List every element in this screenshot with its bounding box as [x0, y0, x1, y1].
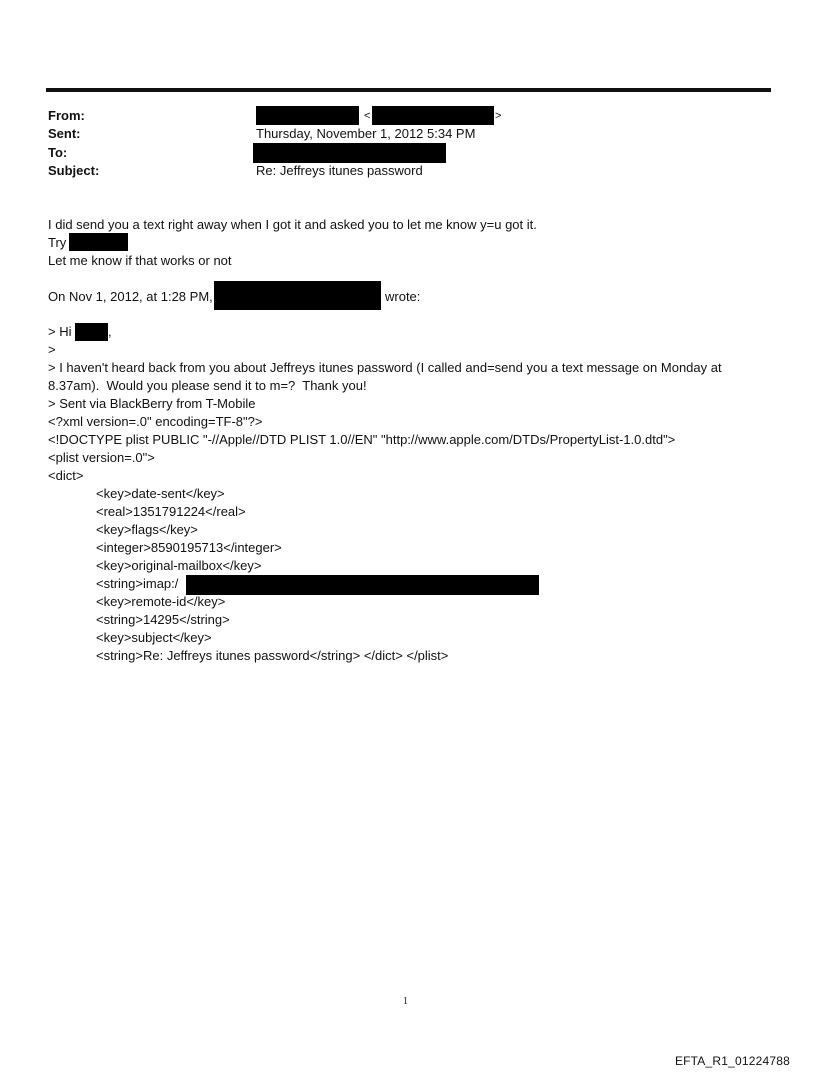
xml-line-6: <real>1351791224</real>: [96, 504, 246, 519]
xml-line-1: <?xml version=.0" encoding=TF-8"?>: [48, 414, 263, 429]
to-label: To:: [48, 145, 68, 160]
quote-intro: On Nov 1, 2012, at 1:28 PM,: [48, 289, 213, 304]
redaction-password: [69, 233, 128, 251]
xml-line-7: <key>flags</key>: [96, 522, 198, 537]
page-number: 1: [403, 996, 408, 1007]
quote-line-1: > Hi: [48, 324, 72, 339]
header-rule: [46, 88, 771, 92]
body-line-3: Let me know if that works or not: [48, 253, 232, 268]
redaction-greeting-name: [75, 323, 108, 341]
quote-line-1-comma: ,: [108, 324, 112, 339]
subject-value: Re: Jeffreys itunes password: [256, 163, 423, 178]
xml-line-12: <string>14295</string>: [96, 612, 230, 627]
body-line-2: Try: [48, 235, 67, 250]
sent-label: Sent:: [48, 126, 81, 141]
xml-line-10: <string>imap:/: [96, 576, 179, 591]
from-gt: >: [495, 110, 502, 122]
subject-label: Subject:: [48, 163, 100, 178]
from-label: From:: [48, 108, 85, 123]
body-line-1: I did send you a text right away when I got it and asked you to let me know y=u got it.: [48, 217, 537, 232]
xml-line-4: <dict>: [48, 468, 84, 483]
quote-line-5: > Sent via BlackBerry from T-Mobile: [48, 396, 256, 411]
redaction-mailbox: [186, 575, 539, 595]
xml-line-8: <integer>8590195713</integer>: [96, 540, 282, 555]
quote-line-4: 8.37am). Would you please send it to m=? Thank you!: [48, 378, 367, 393]
bates-number: EFTA_R1_01224788: [674, 1054, 790, 1068]
xml-line-13: <key>subject</key>: [96, 630, 212, 645]
quote-line-2: >: [48, 342, 56, 357]
quote-line-3: > I haven't heard back from you about Jeffreys itunes password (I called and=send you a text message on Monday at: [48, 360, 722, 375]
xml-line-3: <plist version=.0">: [48, 450, 155, 465]
xml-line-9: <key>original-mailbox</key>: [96, 558, 262, 573]
xml-line-11: <key>remote-id</key>: [96, 594, 226, 609]
redaction-to: [253, 143, 446, 163]
quote-wrote: wrote:: [385, 289, 421, 304]
sent-value: Thursday, November 1, 2012 5:34 PM: [256, 126, 476, 141]
redaction-sender: [214, 281, 381, 310]
redaction-from-email: [372, 106, 494, 125]
xml-line-2: <!DOCTYPE plist PUBLIC "-//Apple//DTD PLIST 1.0//EN" "http://www.apple.com/DTDs/PropertyList-1.0.dtd">: [48, 432, 676, 447]
from-lt: <: [364, 110, 371, 122]
redaction-from-name: [256, 106, 359, 125]
xml-line-14: <string>Re: Jeffreys itunes password</string> </dict> </plist>: [96, 648, 449, 663]
xml-line-5: <key>date-sent</key>: [96, 486, 225, 501]
